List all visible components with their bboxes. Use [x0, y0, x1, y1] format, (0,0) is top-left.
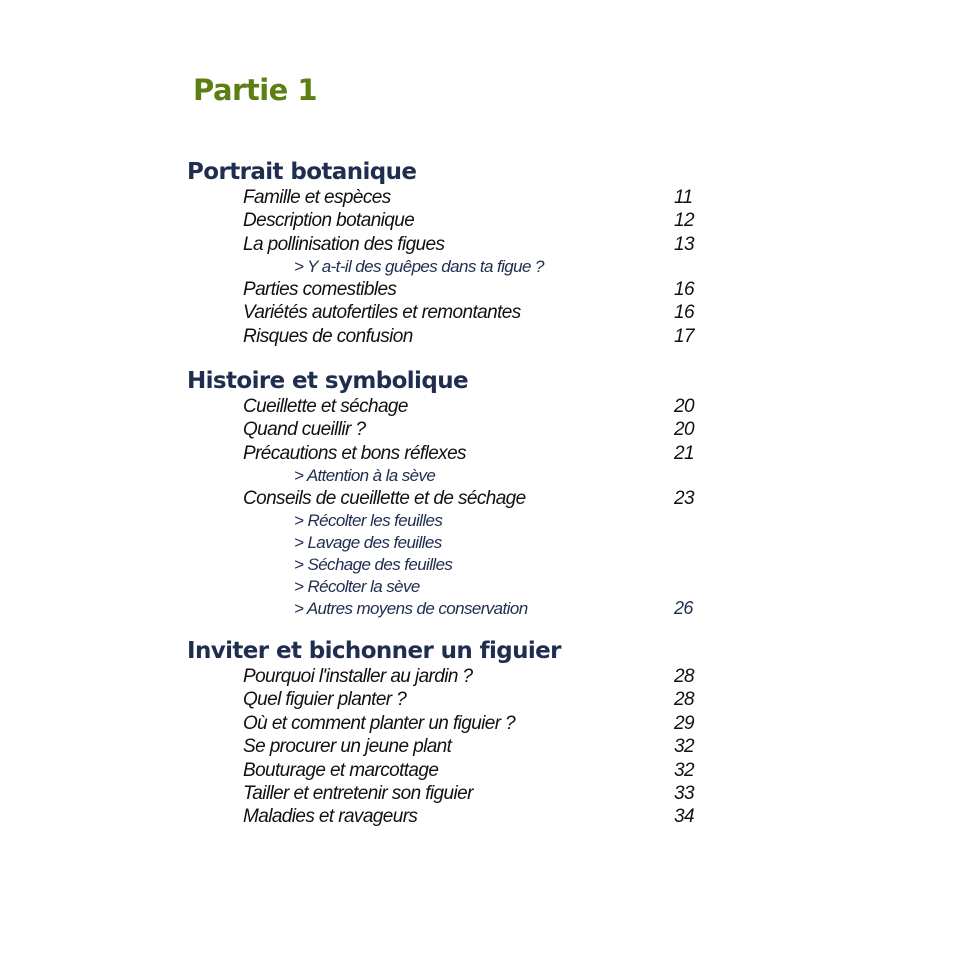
toc-entry — [187, 712, 707, 735]
toc-entry-label: Description botanique — [243, 210, 415, 232]
toc-entry-page: 16 — [674, 302, 694, 324]
toc-entry — [187, 688, 707, 711]
toc-entry-page: 12 — [674, 210, 694, 232]
toc-entry-page: 17 — [674, 325, 694, 347]
toc-entry-page: 11 — [674, 187, 693, 208]
toc-entry-page: 23 — [674, 487, 694, 509]
toc-subentry — [187, 510, 707, 532]
toc-entry-label: Où et comment planter un figuier ? — [243, 712, 516, 734]
toc-section-histoire-et-symbolique — [187, 367, 707, 619]
toc-entry — [187, 487, 707, 510]
toc-subentry — [187, 576, 707, 598]
toc-subentry — [187, 598, 707, 620]
toc-entry-label: Bouturage et marcottage — [243, 759, 439, 781]
toc-entry-label: Pourquoi l'installer au jardin ? — [243, 666, 473, 687]
toc-entry-page: 20 — [674, 419, 694, 441]
toc-entry — [187, 665, 707, 688]
toc-entry — [187, 278, 707, 301]
toc-entry — [187, 782, 707, 805]
toc-entry — [187, 418, 707, 441]
toc-entry — [187, 325, 707, 348]
toc-subentry — [187, 532, 707, 554]
toc-entry — [187, 759, 707, 782]
toc-entry-label: La pollinisation des figues — [243, 233, 445, 255]
toc-subentry-label: > Attention à la sève — [294, 466, 436, 486]
toc-entry — [187, 186, 707, 209]
toc-entry-page: 29 — [674, 712, 694, 734]
section-title: Inviter et bichonner un figuier — [187, 638, 561, 664]
toc-entry — [187, 805, 707, 828]
toc-entry — [187, 301, 707, 324]
part-title: Partie 1 — [193, 73, 318, 107]
toc-entry-label: Se procurer un jeune plant — [243, 736, 452, 758]
toc-subentry — [187, 256, 707, 278]
toc-entry-page: 32 — [674, 736, 694, 758]
toc-entry-label: Famille et espèces — [243, 187, 391, 208]
toc-subentry-label: > Séchage des feuilles — [294, 554, 453, 574]
section-title: Histoire et symbolique — [187, 368, 468, 394]
toc-entry-page: 16 — [674, 278, 694, 300]
toc-entry-page: 13 — [674, 233, 694, 255]
toc-subentry-page: 26 — [674, 597, 693, 618]
toc-entry-label: Risques de confusion — [243, 325, 413, 347]
toc-entry-label: Conseils de cueillette et de séchage — [243, 487, 526, 509]
toc-entry-page: 28 — [674, 689, 694, 711]
toc-subentry — [187, 465, 707, 487]
toc-section-portrait-botanique — [187, 158, 707, 348]
toc-entry-page: 20 — [674, 396, 694, 417]
toc-entry-label: Variétés autofertiles et remontantes — [243, 302, 521, 324]
toc-entry — [187, 442, 707, 465]
toc-subentry-label: > Autres moyens de conservation — [294, 598, 528, 618]
toc-entry-page: 32 — [674, 759, 694, 781]
toc-entry-label: Quel figuier planter ? — [243, 689, 407, 711]
toc-section-inviter-et-bichonner — [187, 637, 707, 829]
toc-entry-label: Cueillette et séchage — [243, 396, 408, 417]
toc-subentry-label: > Récolter la sève — [294, 576, 420, 596]
toc-entry-label: Maladies et ravageurs — [243, 806, 418, 828]
toc-entry-label: Précautions et bons réflexes — [243, 442, 466, 464]
toc-entry-label: Quand cueillir ? — [243, 419, 366, 441]
toc-entry — [187, 233, 707, 256]
toc-entry-page: 34 — [674, 806, 694, 828]
toc-entry — [187, 395, 707, 418]
toc-entry — [187, 209, 707, 232]
toc-subentry-label: > Y a-t-il des guêpes dans ta figue ? — [294, 257, 544, 277]
toc-entry-page: 28 — [674, 666, 694, 687]
section-title: Portrait botanique — [187, 159, 417, 185]
toc-entry-label: Parties comestibles — [243, 278, 397, 300]
toc-entry-page: 21 — [674, 442, 694, 464]
toc-subentry — [187, 554, 707, 576]
toc-entry — [187, 735, 707, 758]
toc-entry-page: 33 — [674, 782, 694, 804]
toc-subentry-label: > Récolter les feuilles — [294, 511, 443, 531]
toc-entry-label: Tailler et entretenir son figuier — [243, 782, 473, 804]
toc-subentry-label: > Lavage des feuilles — [294, 533, 442, 553]
